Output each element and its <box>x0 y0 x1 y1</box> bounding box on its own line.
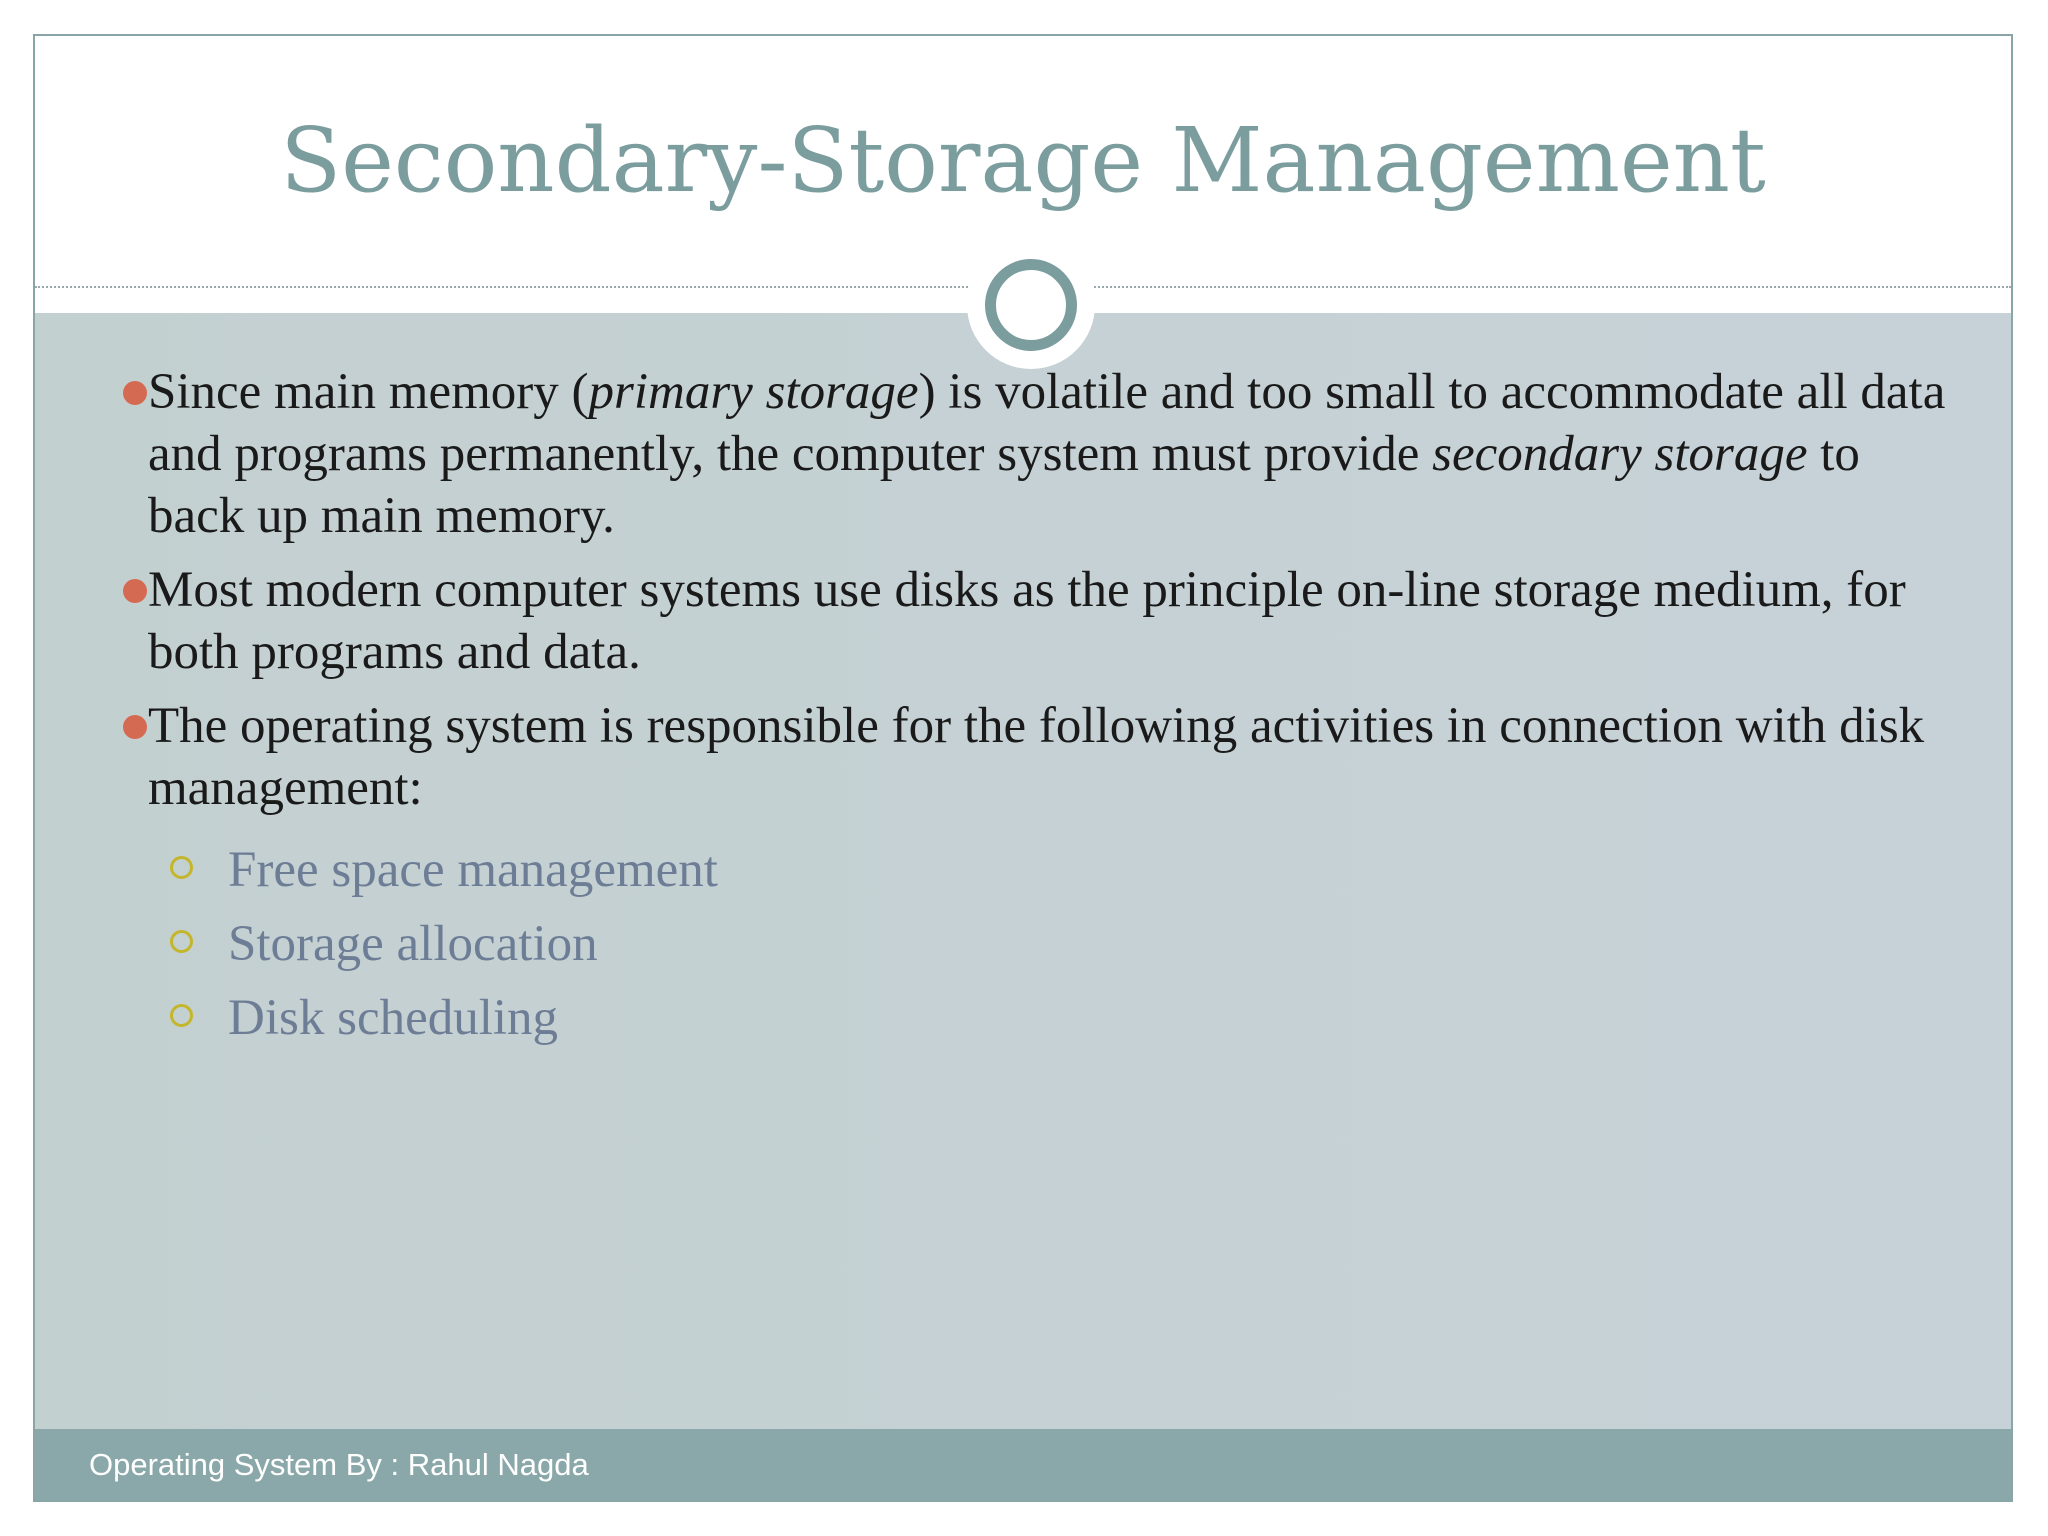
footer-text: Operating System By : Rahul Nagda <box>89 1447 589 1482</box>
hollow-circle-bullet-icon <box>170 856 193 879</box>
bullet-item <box>148 559 1968 683</box>
sub-bullet-list <box>148 839 1968 1049</box>
hollow-circle-bullet-icon <box>170 1004 193 1027</box>
bullet-item <box>148 695 1968 819</box>
bullet-item <box>148 361 1968 547</box>
bullet-emphasis: primary storage <box>588 364 919 420</box>
sub-bullet-item <box>228 987 1968 1049</box>
bullet-text: Since main memory ( <box>148 364 589 420</box>
filled-circle-bullet-icon <box>123 579 147 603</box>
sub-bullet-text: Disk scheduling <box>228 990 559 1046</box>
sub-bullet-text: Free space management <box>228 842 718 898</box>
bullet-list <box>148 361 1968 1061</box>
filled-circle-bullet-icon <box>123 381 147 405</box>
bullet-emphasis: secondary storage <box>1432 426 1808 482</box>
slide-title: Secondary-Storage Management <box>280 108 1766 212</box>
bullet-text: Most modern computer systems use disks as the principle on-line storage medium, for both programs and data. <box>148 562 1906 680</box>
bullet-text: ) is volatile and too small to accommodate all data and programs permanently, the computer system must provide <box>148 364 1946 482</box>
sub-bullet-item <box>228 839 1968 901</box>
hollow-circle-bullet-icon <box>170 930 193 953</box>
slide <box>33 34 2013 1502</box>
bullet-text: to back up main memory. <box>148 426 1860 544</box>
bullet-text: The operating system is responsible for the following activities in connection with disk management: <box>148 698 1925 816</box>
ring-ornament-icon <box>985 259 1077 351</box>
footer-bar <box>35 1429 2011 1500</box>
sub-bullet-item <box>228 913 1968 975</box>
filled-circle-bullet-icon <box>123 715 147 739</box>
sub-bullet-text: Storage allocation <box>228 916 598 972</box>
